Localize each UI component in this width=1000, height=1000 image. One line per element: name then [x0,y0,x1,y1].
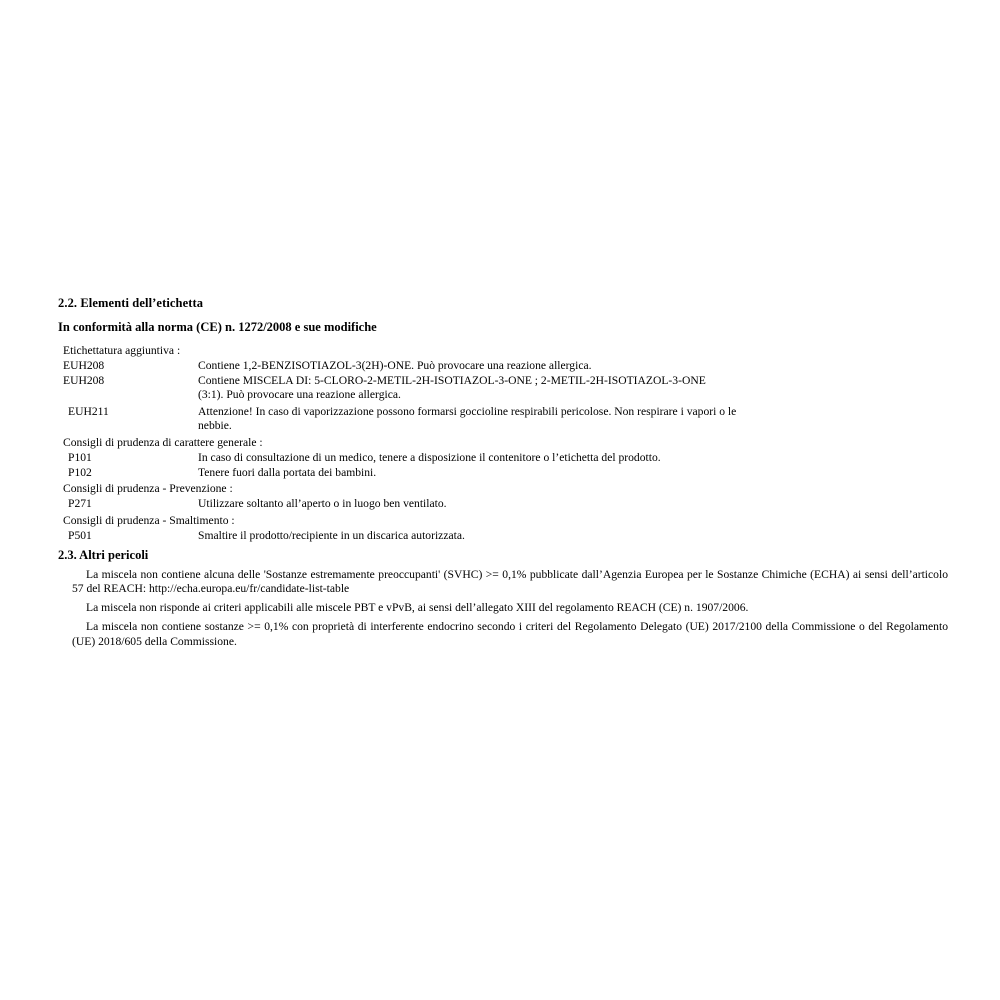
euh-code: EUH211 [68,404,109,418]
euh-code: EUH208 [63,359,105,373]
euh-text-line1: Contiene 1,2-BENZISOTIAZOL-3(2H)-ONE. Può provocare una reazione allergica. [198,359,592,373]
euh-row [58,359,948,373]
precaution-text: Utilizzare soltanto all’aperto o in luogo ben ventilato. [198,497,447,511]
euh-row [58,374,948,402]
euh-text-line2: (3:1). Può provocare una reazione allergica. [198,387,401,401]
euh-row [58,405,948,433]
section-2-3-paragraph: La miscela non risponde ai criteri applicabili alle miscele PBT e vPvB, ai sensi dell’allegato XIII del regolamento REACH (CE) n. 1907/2006. [86,601,749,615]
section-2-3-paragraph: La miscela non contiene alcuna delle 'Sostanze estremamente preoccupanti' (SVHC) >= 0,1% pubblicate dall’Agenzia Europea per le Sostanze Chimiche (ECHA) ai sensi dell’articolo 57 del REACH: http://echa.europa.eu/fr/candidate-list-table [72,567,948,596]
section-2-2-subheading: In conformità alla norma (CE) n. 1272/2008 e sue modifiche [58,319,377,334]
euh-text [198,374,948,402]
precaution-code: P102 [68,465,92,479]
precaution-row [58,466,948,480]
precaution-code: P271 [68,497,92,511]
precaution-text: Tenere fuori dalla portata dei bambini. [198,465,377,479]
precaution-code: P101 [68,450,92,464]
document-body [58,296,948,650]
precaution-code: P501 [68,529,92,543]
euh-text-line2: nebbie. [198,418,232,432]
euh-text [198,405,948,433]
euh-text [198,359,948,373]
precaution-row [58,497,948,511]
euh-text-line1: Attenzione! In caso di vaporizzazione possono formarsi goccioline respirabili pericolose. Non respirare i vapori o le [198,404,737,418]
general-precaution-group-label: Consigli di prudenza di carattere generale : [63,435,263,449]
precaution-text: In caso di consultazione di un medico, tenere a disposizione il contenitore o l’etichetta del prodotto. [198,450,661,464]
prevention-precaution-group-label: Consigli di prudenza - Prevenzione : [63,482,233,496]
section-2-3-heading: 2.3. Altri pericoli [58,548,149,563]
section-2-3-paragraph: La miscela non contiene sostanze >= 0,1% con proprietà di interferente endocrino secondo i criteri del Regolamento Delegato (UE) 2017/2100 della Commissione o del Regolamento (UE) 2018/605 della Commissione. [72,620,948,648]
euh-code: EUH208 [63,374,105,388]
precaution-text: Smaltire il prodotto/recipiente in un discarica autorizzata. [198,529,465,543]
disposal-precaution-group-label: Consigli di prudenza - Smaltimento : [63,514,235,528]
precaution-row [58,529,948,543]
precaution-row [58,451,948,465]
section-2-2-heading: 2.2. Elementi dell’etichetta [58,296,204,310]
additional-labelling-label: Etichettatura aggiuntiva : [63,344,181,358]
euh-text-line1: Contiene MISCELA DI: 5-CLORO-2-METIL-2H-ISOTIAZOL-3-ONE ; 2-METIL-2H-ISOTIAZOL-3-ONE [198,374,706,388]
